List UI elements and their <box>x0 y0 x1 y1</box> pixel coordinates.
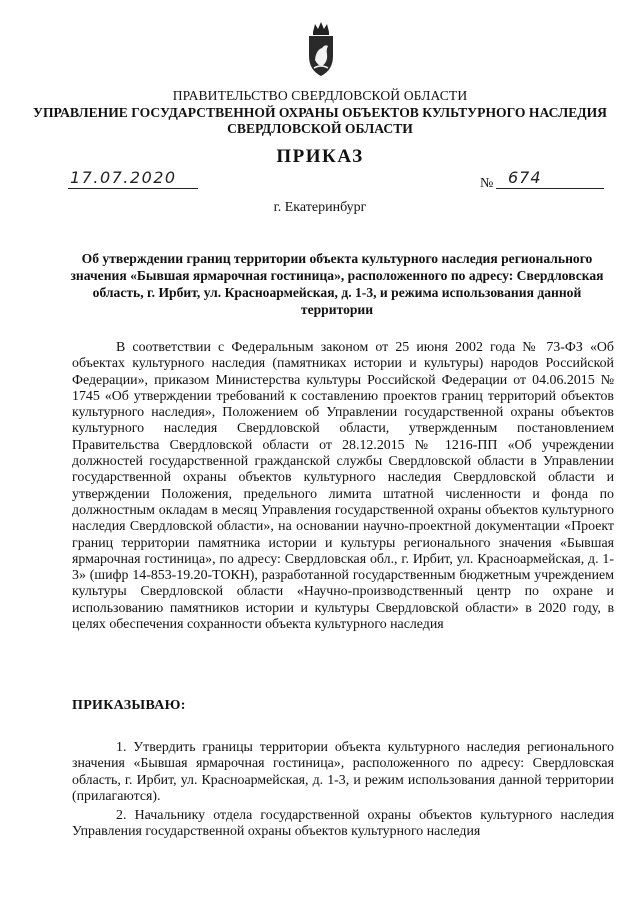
order-item: 1. Утвердить границы территории объекта культурного наследия регионального значения «Бывшая ярмарочная гостиница», расположенного по адресу: Свердловская область, г. Ирбит, ул. Красноармейская, д. 1-3, и режим использования данной территории (прилагаются). <box>72 740 614 804</box>
order-heading: ПРИКАЗЫВАЮ: <box>72 698 186 713</box>
order-subject: Об утверждении границ территории объекта культурного наследия регионального значения «Бывшая ярмарочная гостиница», расположенного по адресу: Свердловская область, г. Ирбит, ул. Красноармейская, д. 1-3, и режима использования данной территории <box>70 251 604 317</box>
city: г. Екатеринбург <box>273 200 367 215</box>
number-label: № <box>480 176 494 191</box>
order-items <box>72 740 614 844</box>
preamble <box>72 340 614 633</box>
sverdlovsk-coat-of-arms-icon <box>306 20 336 78</box>
government-name: ПРАВИТЕЛЬСТВО СВЕРДЛОВСКОЙ ОБЛАСТИ <box>172 88 468 103</box>
order-number: 674 <box>508 168 542 187</box>
document-type: ПРИКАЗ <box>276 146 364 167</box>
date-underline <box>68 188 198 189</box>
number-underline <box>496 188 604 189</box>
preamble-text: В соответствии с Федеральным законом от 25 июня 2002 года № 73-ФЗ «Об объектах культурного наследия (памятниках истории и культуры) народов Российской Федерации», приказом Министерства культуры Российской Федерации от 04.06.2015 № 1745 «Об утверждении требований к составлению проектов границ территорий объектов культурного наследия», Положением об Управлении государственной охраны объектов культурного наследия Свердловской области, утвержденным постановлением Правительства Свердловской области от 28.12.2015 № 1216-ПП «Об учреждении должностей государственной гражданской службы Свердловской области в Управлении государственной охраны объектов культурного наследия Свердловской области и утверждении Положения, предельного лимита штатной численности и фонда по должностным окладам в месяц Управления государственной охраны объектов культурного наследия Свердловской области», на основании научно-проектной документации «Проект границ территории памятника истории и культуры регионального значения «Бывшая ярмарочная гостиница», по адресу: Свердловская обл., г. Ирбит, ул. Красноармейская, д. 1-3» (шифр 14-853-19.20-ТОКН), разработанной государственным бюджетным учреждением культуры Свердловской области «Научно-производственный центр по охране и использованию памятников истории и культуры Свердловской области» в 2020 году, в целях обеспечения сохранности объекта культурного наследия <box>72 340 614 633</box>
order-date: 17.07.2020 <box>70 168 177 187</box>
department-name: УПРАВЛЕНИЕ ГОСУДАРСТВЕННОЙ ОХРАНЫ ОБЪЕКТОВ КУЛЬТУРНОГО НАСЛЕДИЯ СВЕРДЛОВСКОЙ ОБЛАСТИ <box>32 105 608 136</box>
order-item: 2. Начальнику отдела государственной охраны объектов культурного наследия Управления государственной охраны объектов культурного наследия <box>72 808 614 840</box>
